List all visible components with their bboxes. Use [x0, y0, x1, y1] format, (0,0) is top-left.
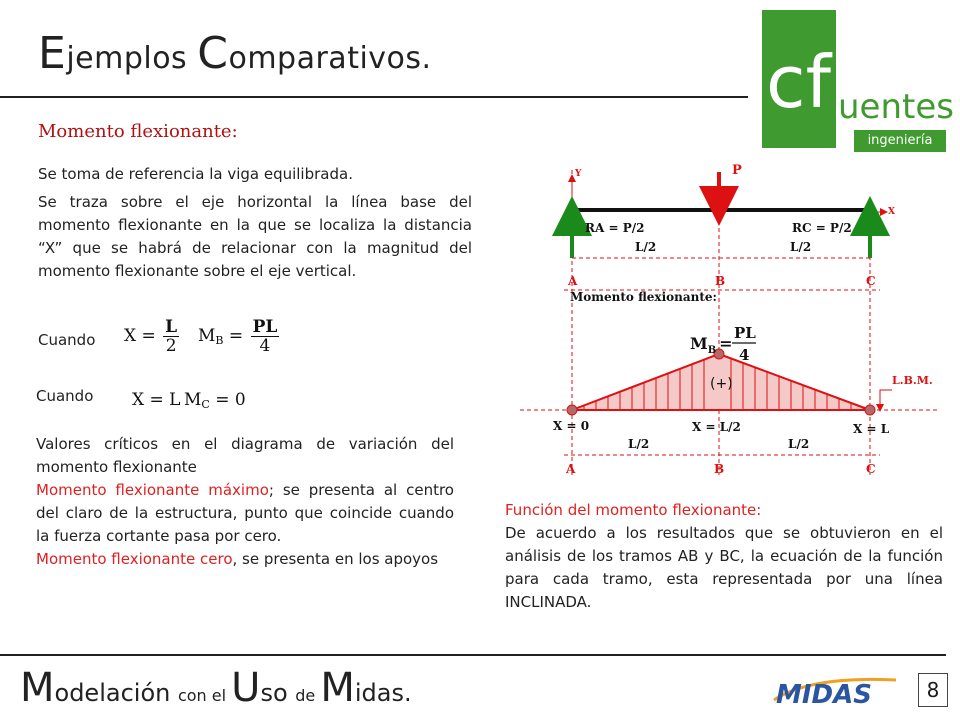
function-title: Función del momento flexionante: [505, 501, 762, 519]
reaction-a-label: RA = P/2 [585, 221, 645, 235]
footer-word-de: de [295, 686, 321, 705]
case2-m-lhs: M [184, 390, 202, 410]
lbm-label: L.B.M. [892, 374, 933, 387]
case1-x-num: L [165, 317, 178, 337]
x-zero-label: X = 0 [553, 419, 590, 433]
mb-formula [690, 334, 733, 356]
case1-m-formula [198, 318, 281, 355]
cfuentes-logo [762, 10, 952, 150]
beam-diagram [520, 150, 950, 490]
critical-zero-label: Momento flexionante cero [36, 550, 233, 568]
positive-sign: (+) [710, 376, 733, 392]
case1-m-eq: = [228, 326, 244, 346]
footer-word-con-el: con el [177, 686, 232, 705]
bottom-divider [0, 654, 946, 656]
logo-letters: cf [766, 40, 831, 124]
footer-word-modelacion: odelación [54, 679, 178, 707]
case1-x-lhs: X = [124, 326, 156, 346]
function-body: De acuerdo a los resultados que se obtuvieron en el análisis de los tramos AB y BC, la ecuación de la función para cada tramo, esta representada por una línea INCLINADA. [505, 524, 943, 611]
midas-logo [770, 670, 900, 710]
footer-title [20, 665, 412, 711]
dim-top-right: L/2 [790, 240, 812, 254]
page-number: 8 [918, 673, 948, 707]
case1-label: Cuando [38, 331, 96, 349]
beam [572, 208, 870, 212]
load-label: P [732, 163, 742, 178]
title-initial-e: E [38, 28, 67, 79]
reaction-c-label: RC = P/2 [792, 221, 852, 235]
critical-zero-text: , se presenta en los apoyos [232, 550, 439, 568]
logo-tag: ingeniería [854, 130, 946, 152]
critical-values-block [36, 433, 454, 571]
footer-initial-m2: M [320, 665, 355, 711]
mb-lhs: M [690, 334, 708, 353]
paragraph-base-line: Se traza sobre el eje horizontal la línea base del momento flexionante en la que se localiza la distancia “X” que se habrá de relacionar con la magnitud del momento flexionante sobre el eje vertical. [38, 193, 472, 280]
title-word-2: omparativos. [228, 41, 432, 76]
footer-initial-u: U [231, 665, 261, 711]
y-axis-label: Y [575, 169, 582, 179]
case2-m-rhs: = 0 [215, 390, 246, 410]
case1-m-lhs: M [198, 326, 216, 346]
mb-num: PL [734, 324, 756, 342]
case2-m-sub: C [201, 398, 210, 411]
dim-bottom-right: L/2 [788, 437, 810, 451]
x-mid-label: X = L/2 [692, 420, 741, 434]
point-c-bottom: C [866, 462, 876, 476]
top-divider [0, 96, 748, 98]
case1-m-sub: B [215, 334, 224, 347]
x-axis-label: X [888, 207, 895, 217]
critical-max-label: Momento flexionante máximo [36, 481, 269, 499]
point-b-bottom: B [714, 462, 725, 476]
logo-word: uentes [838, 87, 954, 127]
footer-word-midas: idas. [354, 679, 412, 707]
title-word-1: jemplos [66, 41, 198, 76]
mb-eq: = [719, 334, 733, 353]
dim-top-left: L/2 [635, 240, 657, 254]
lbm-pointer [880, 390, 892, 408]
case1-x-formula [124, 318, 181, 355]
case1-m-num: PL [252, 317, 278, 337]
point-b-top: B [715, 274, 726, 288]
case1-x-den: 2 [165, 336, 177, 356]
footer-word-uso: so [260, 679, 296, 707]
case2-m-formula [184, 390, 246, 411]
midas-logo-art [770, 670, 900, 710]
footer-initial-m: M [20, 665, 55, 711]
moment-point-c [865, 405, 875, 415]
moment-point-a [567, 405, 577, 415]
mb-sub: B [707, 345, 717, 356]
function-block [505, 499, 943, 614]
critical-intro: Valores críticos en el diagrama de variación del momento flexionante [36, 435, 454, 476]
paragraph-reference: Se toma de referencia la viga equilibrada. [38, 165, 353, 183]
dim-bottom-left: L/2 [628, 437, 650, 451]
critical-max-text: ; se presenta al centro del claro de la estructura, punto que coincide cuando la fuerza cortante pasa por cero. [36, 481, 454, 545]
page-title [38, 28, 432, 79]
point-c-top: C [866, 274, 876, 288]
case2-label: Cuando [36, 387, 94, 405]
point-a-top: A [568, 274, 578, 288]
moment-diagram-title: Momento flexionante: [570, 290, 717, 304]
case2-x-formula: X = L [132, 390, 181, 410]
mb-den: 4 [739, 346, 750, 364]
case1-m-den: 4 [259, 336, 271, 356]
midas-brand-text: MIDAS [776, 680, 872, 710]
section-title: Momento flexionante: [38, 121, 238, 142]
title-initial-c: C [197, 28, 229, 79]
point-a-bottom: A [566, 462, 576, 476]
x-l-label: X = L [853, 422, 890, 436]
